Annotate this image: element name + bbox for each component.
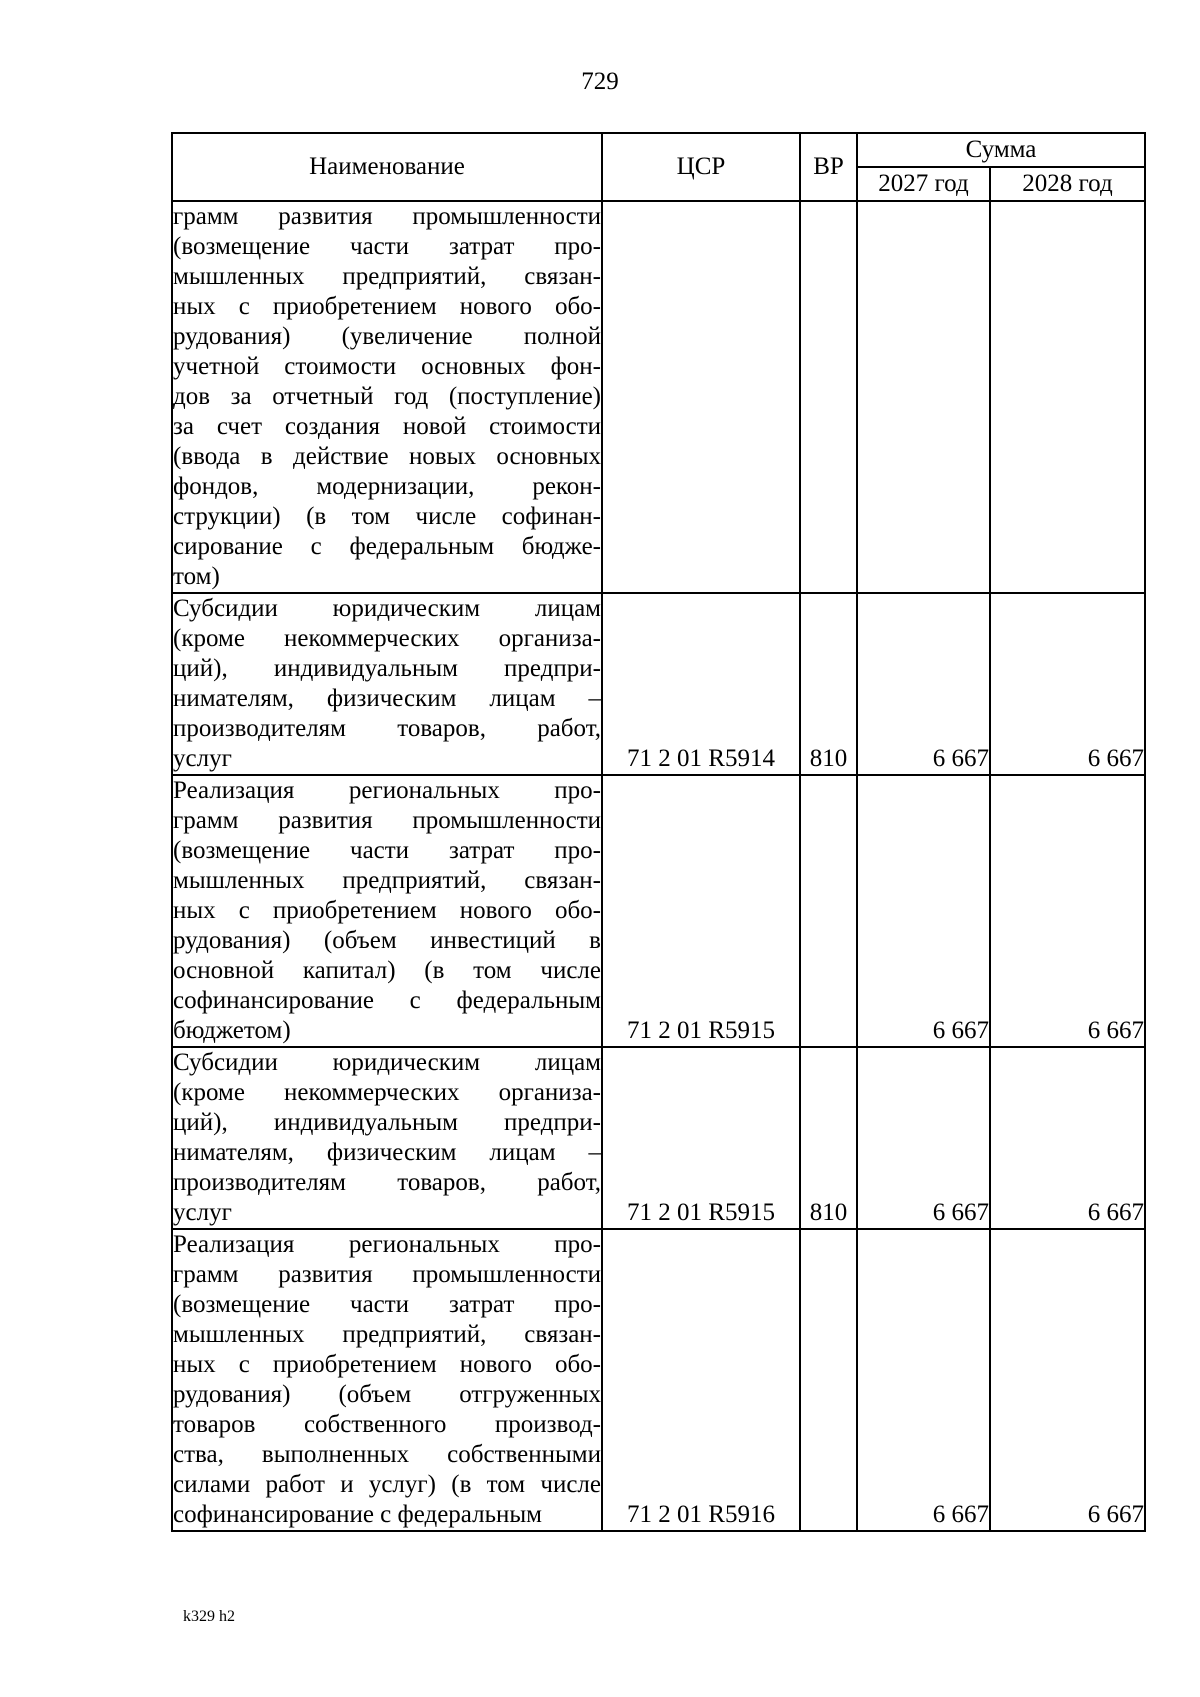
row-name-line: ций), индивидуальным предпри- <box>173 1109 601 1136</box>
row-name-line: производителям товаров, работ, <box>173 1169 601 1196</box>
row-name-cell <box>172 201 602 593</box>
table-row <box>172 1047 1145 1229</box>
row-name-line: фондов, модернизации, рекон- <box>173 473 601 500</box>
row-name-line: мышленных предприятий, связан- <box>173 1321 601 1348</box>
row-name-line: товаров собственного производ- <box>173 1411 601 1438</box>
budget-table <box>171 132 1146 1532</box>
row-name-line: грамм развития промышленности <box>173 807 601 834</box>
row-name-line: ных с приобретением нового обо- <box>173 897 601 924</box>
row-name-line: мышленных предприятий, связан- <box>173 263 601 290</box>
row-name-line: ций), индивидуальным предпри- <box>173 655 601 682</box>
row-amount-2028: 6 667 <box>990 593 1145 775</box>
row-name-line: Субсидии юридическим лицам <box>173 1049 601 1076</box>
row-amount-2028: 6 667 <box>990 1229 1145 1531</box>
row-name-line: (возмещение части затрат про- <box>173 233 601 260</box>
row-amount-2028 <box>990 201 1145 593</box>
header-csr: ЦСР <box>602 133 800 201</box>
row-name-line: (кроме некоммерческих организа- <box>173 1079 601 1106</box>
row-name-line: Реализация региональных про- <box>173 1231 601 1258</box>
row-vr <box>800 201 857 593</box>
row-name-line: струкции) (в том числе софинан- <box>173 503 601 530</box>
row-name-line: нимателям, физическим лицам – <box>173 685 601 712</box>
row-name-line: бюджетом) <box>173 1017 291 1044</box>
row-csr: 71 2 01 R5914 <box>602 593 800 775</box>
row-amount-2027: 6 667 <box>857 1229 990 1531</box>
row-name-cell <box>172 1229 602 1531</box>
row-name-line: мышленных предприятий, связан- <box>173 867 601 894</box>
row-name-line: нимателям, физическим лицам – <box>173 1139 601 1166</box>
row-name-cell <box>172 1047 602 1229</box>
row-name-line: ства, выполненных собственными <box>173 1441 601 1468</box>
row-name-line: производителям товаров, работ, <box>173 715 601 742</box>
row-vr: 810 <box>800 593 857 775</box>
row-name-line: грамм развития промышленности <box>173 1261 601 1288</box>
row-name-line: (кроме некоммерческих организа- <box>173 625 601 652</box>
row-name-line: рудования) (объем инвестиций в <box>173 927 601 954</box>
table-row <box>172 775 1145 1047</box>
table-row <box>172 1229 1145 1531</box>
row-name-line: софинансирование с федеральным <box>173 1501 542 1528</box>
row-name-line: софинансирование с федеральным <box>173 987 601 1014</box>
row-csr: 71 2 01 R5915 <box>602 1047 800 1229</box>
page-number: 729 <box>581 68 619 95</box>
row-name-line: услуг <box>173 745 232 772</box>
row-name-line: том) <box>173 563 220 590</box>
row-amount-2028: 6 667 <box>990 1047 1145 1229</box>
row-csr <box>602 201 800 593</box>
row-amount-2028: 6 667 <box>990 775 1145 1047</box>
table-row <box>172 201 1145 593</box>
row-amount-2027: 6 667 <box>857 593 990 775</box>
row-name-line: ных с приобретением нового обо- <box>173 1351 601 1378</box>
row-name-line: ных с приобретением нового обо- <box>173 293 601 320</box>
header-name: Наименование <box>172 133 602 201</box>
row-amount-2027: 6 667 <box>857 1047 990 1229</box>
row-csr: 71 2 01 R5915 <box>602 775 800 1047</box>
table-body <box>172 201 1145 1531</box>
row-name-line: грамм развития промышленности <box>173 203 601 230</box>
row-name-line: услуг <box>173 1199 232 1226</box>
row-csr: 71 2 01 R5916 <box>602 1229 800 1531</box>
row-name-line: рудования) (объем отгруженных <box>173 1381 601 1408</box>
row-name-line: (ввода в действие новых основных <box>173 443 601 470</box>
row-name-line: основной капитал) (в том числе <box>173 957 601 984</box>
row-name-line: дов за отчетный год (поступление) <box>173 383 601 410</box>
row-name-line: (возмещение части затрат про- <box>173 1291 601 1318</box>
row-name-line: Субсидии юридическим лицам <box>173 595 601 622</box>
row-name-line: учетной стоимости основных фон- <box>173 353 601 380</box>
header-sum: Сумма <box>857 133 1145 167</box>
row-amount-2027 <box>857 201 990 593</box>
row-name-line: за счет создания новой стоимости <box>173 413 601 440</box>
row-name-cell <box>172 775 602 1047</box>
header-vr: ВР <box>800 133 857 201</box>
row-name-cell <box>172 593 602 775</box>
row-amount-2027: 6 667 <box>857 775 990 1047</box>
row-vr: 810 <box>800 1047 857 1229</box>
row-name-line: сирование с федеральным бюдже- <box>173 533 601 560</box>
table-row <box>172 593 1145 775</box>
header-year-2028: 2028 год <box>990 167 1145 201</box>
row-name-line: силами работ и услуг) (в том числе <box>173 1471 601 1498</box>
row-name-line: (возмещение части затрат про- <box>173 837 601 864</box>
row-vr <box>800 1229 857 1531</box>
header-year-2027: 2027 год <box>857 167 990 201</box>
row-vr <box>800 775 857 1047</box>
row-name-line: рудования) (увеличение полной <box>173 323 601 350</box>
footer-code: k329 h2 <box>183 1608 235 1625</box>
row-name-line: Реализация региональных про- <box>173 777 601 804</box>
